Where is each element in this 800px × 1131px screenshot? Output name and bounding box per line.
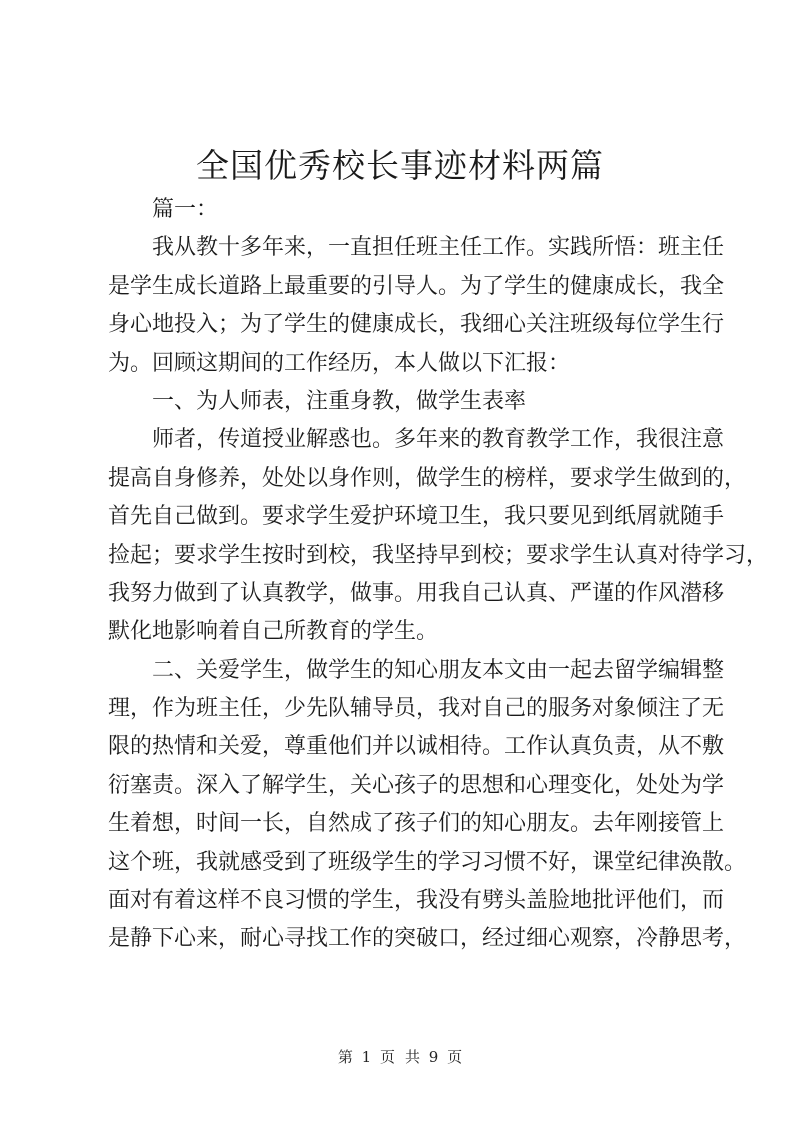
paragraph-line: 衍塞责。深入了解学生，关心孩子的思想和心理变化，处处为学 [108, 772, 725, 798]
page-footer [0, 1046, 800, 1067]
paragraph-line: 我从教十多年来，一直担任班主任工作。实践所悟：班主任 [152, 235, 725, 261]
paragraph-line: 面对有着这样不良习惯的学生，我没有劈头盖脸地批评他们，而 [108, 888, 725, 914]
document-body [108, 191, 769, 959]
paragraph-line: 捡起；要求学生按时到校，我坚持早到校；要求学生认真对待学习， [108, 542, 769, 568]
paragraph-line: 身心地投入；为了学生的健康成长，我细心关注班级每位学生行 [108, 312, 725, 338]
paragraph-line: 为。回顾这期间的工作经历，本人做以下汇报： [108, 350, 571, 376]
paragraph-line: 这个班，我就感受到了班级学生的学习习惯不好，课堂纪律涣散。 [108, 849, 747, 875]
paragraph-line: 提高自身修养，处处以身作则，做学生的榜样，要求学生做到的， [108, 465, 747, 491]
section-heading: 一、为人师表，注重身教，做学生表率 [152, 388, 527, 414]
paragraph-line: 篇一： [152, 197, 219, 222]
document-title: 全国优秀校长事迹材料两篇 [196, 146, 604, 185]
paragraph-line: 默化地影响着自己所教育的学生。 [108, 619, 439, 645]
paragraph-line: 限的热情和关爱，尊重他们并以诚相待。工作认真负责，从不敷 [108, 734, 725, 760]
page-total: 共 9 页 [405, 1048, 463, 1066]
paragraph-line: 理，作为班主任，少先队辅导员，我对自己的服务对象倾注了无 [108, 696, 725, 722]
paragraph-line: 是静下心来，耐心寻找工作的突破口，经过细心观察，冷静思考， [108, 926, 747, 952]
section-heading: 二、关爱学生，做学生的知心朋友本文由一起去留学编辑整 [152, 657, 725, 683]
page-number: 第 1 页 [337, 1048, 395, 1066]
paragraph-line: 首先自己做到。要求学生爱护环境卫生，我只要见到纸屑就随手 [108, 504, 725, 530]
paragraph-line: 我努力做到了认真教学，做事。用我自己认真、严谨的作风潜移 [108, 580, 725, 606]
paragraph-line: 师者，传道授业解惑也。多年来的教育教学工作，我很注意 [152, 427, 725, 453]
paragraph-line: 生着想，时间一长，自然成了孩子们的知心朋友。去年刚接管上 [108, 811, 725, 837]
paragraph-line: 是学生成长道路上最重要的引导人。为了学生的健康成长，我全 [108, 273, 725, 299]
